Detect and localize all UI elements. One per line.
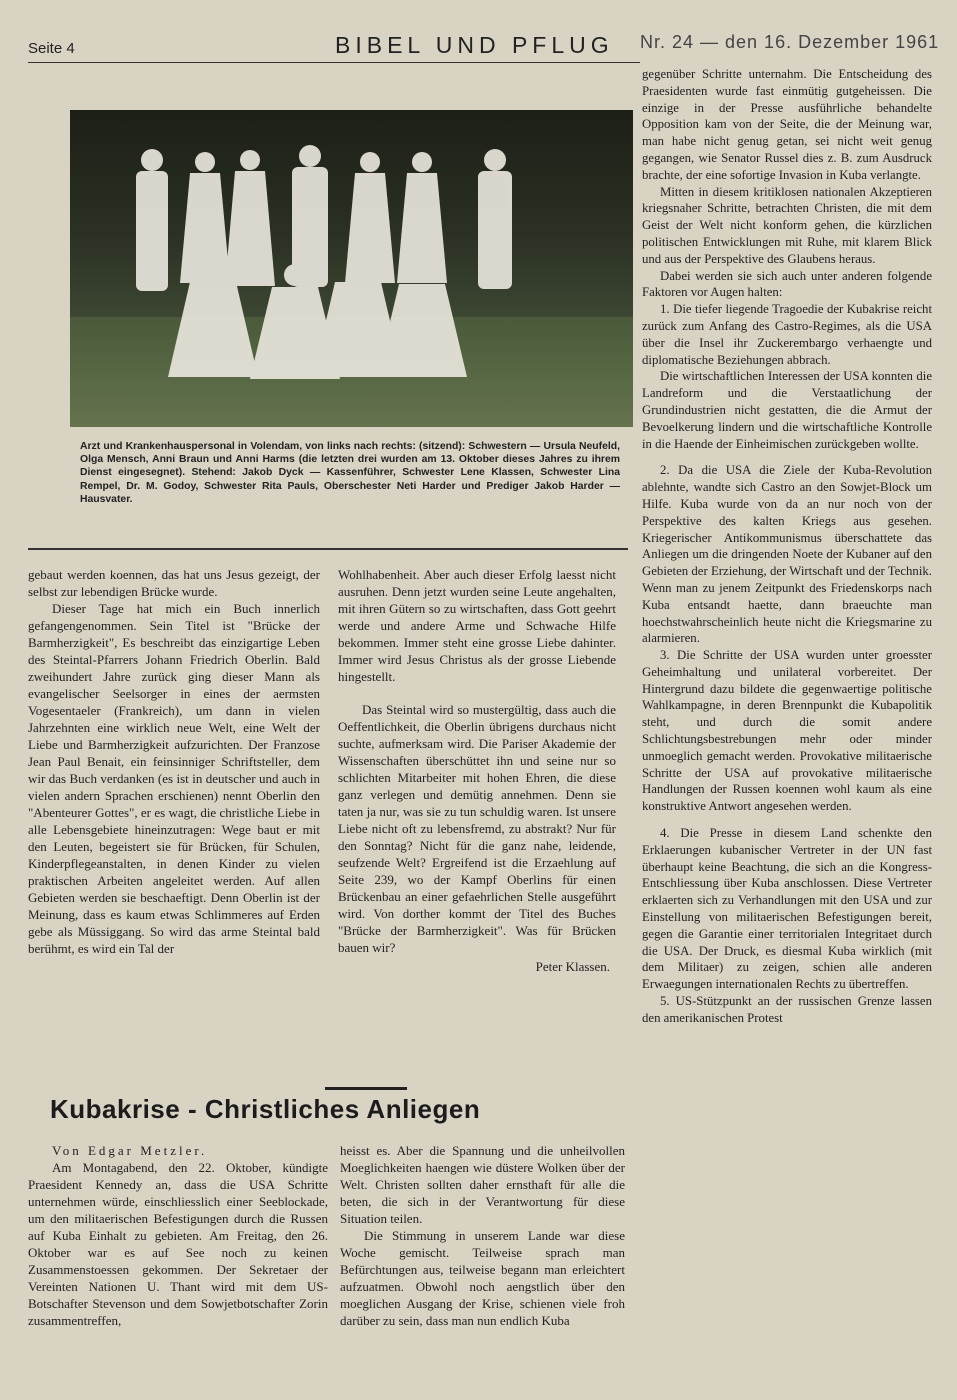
article2-column2 — [340, 1142, 625, 1329]
paragraph: Wohlhabenheit. Aber auch dieser Erfolg laesst nicht ausruhen. Denn jetzt wurden seine Leute angehalten, mit ihren Gütern so zu wirtschaften, dass Gott geehrt werde und andere Arme und Schwache Hilfe bekommen. Immer steht eine grosse Liebe dahinter. Immer wird Jesus Christus als der grosse Liebende hingestellt. — [338, 567, 616, 684]
article2-column3 — [642, 66, 932, 1027]
paragraph: Mitten in diesem kritiklosen nationalen Akzeptieren kriegsnaher Schritte, betrachten Christen, die mit dem Geist der Welt nicht konform gehen, die kürzlichen politischen Entwicklungen mit Ruhe, mit klarem Blick und aus der Perspektive des Glaubens heraus. — [642, 184, 932, 266]
article1-column2 — [338, 566, 616, 975]
author-signature: Peter Klassen. — [535, 959, 610, 974]
list-item: 2. Da die USA die Ziele der Kuba-Revolution ablehnte, wandte sich Castro an den Sowjet-Block um Hilfe. Kuba wurde von da an nur noch von der Perspektive des kalten Kriegs aus gesehen. Kriegerischer Antikommunismus überschattete das Anliegen um die dringenden Noete der Kubaner auf den Gebieten der Erziehung, der Wirtschaft und der Technik. Wenn man zu jenem Zeitpunkt des Friedenskorps nach Kuba entsandt haette, dann braeuchte man hoechstwahrscheinlich heute nicht die Kriegsmarine zu alarmieren. — [642, 463, 932, 646]
page-header — [0, 0, 957, 60]
article-headline: Kubakrise - Christliches Anliegen — [50, 1094, 481, 1124]
paragraph: Am Montagabend, den 22. Oktober, kündigte Praesident Kennedy an, dass die USA Schritte unternehmen würde, einschliesslich einer Seeblockade, um den militaerischen Befestigungen durch die Russen auf Kuba Einhalt zu gebieten. Am Freitag, den 26. Oktober war es auf See noch zu keinen Zusammenstoessen gekommen. Der Sekretaer der Vereinten Nationen U. Thant wird mit dem US-Botschafter Stevenson und dem Sowjetbotschafter Zorin zusammentreffen, — [28, 1160, 328, 1328]
issue-date: Nr. 24 — den 16. Dezember 1961 — [640, 32, 940, 52]
photo-caption: Arzt und Krankenhauspersonal in Volendam, von links nach rechts: (sitzend): Schwestern — Ursula Neufeld, Olga Mensch, Anni Braun und Anni Harms (die letzten drei wurden am 13. Oktober dieses Jahres zu ihrem Dienst eingesegnet). Stehend: Jakob Dyck — Kassenführer, Schwester Lene Klassen, Schwester Lina Rempel, Dr. M. Godoy, Schwester Rita Pauls, Oberschester Neti Harder und Prediger Jakob Harder — Hausvater. — [80, 441, 620, 505]
paper-title: BIBEL UND PFLUG — [335, 32, 614, 58]
paragraph: Dabei werden sie sich auch unter anderen folgende Faktoren vor Augen halten: — [642, 268, 932, 300]
paragraph: heisst es. Aber die Spannung und die unheilvollen Moeglichkeiten haengen wie düstere Wolken über der Welt. Christen sollten daher ernsthaft für alle die beten, die sich in der Verantwortung für diese Situation teilen. — [340, 1143, 625, 1226]
list-item: 5. US-Stützpunkt an der russischen Grenze lassen den amerikanischen Protest — [642, 994, 932, 1025]
header-divider — [28, 62, 640, 63]
people-silhouettes — [70, 110, 633, 427]
caption-divider — [28, 548, 628, 550]
paragraph: Das Steintal wird so mustergültig, dass auch die Oeffentlichkeit, die Oberlin übrigens durchaus nicht suchte, aufmerksam wird. Die Pariser Akademie der Wissenschaften überschüttet ihn und seine nur so schlichten Mitarbeiter mit hohen Ehren, die diese ganz verlegen und demütig annehmen. Denn sie taten ja nur, was sie zu tun schuldig waren. Ist unsere Liebe nicht oft zu lebensfremd, zu abstrakt? Nur für den Sonntag? Nicht für die ganz nahe, leidende, seufzende Welt? Ergreifend ist die Erzaehlung auf Seite 239, wo der Kampf Oberlins für einen Brückenbau an einer gefaehrlichen Stelle ausgeführt wird. Von dorther kommt der Titel des Buches "Brücke der Barmherzigkeit". Was für Brücken bauen wir? — [338, 702, 616, 955]
list-item: 4. Die Presse in diesem Land schenkte den Erklaerungen kubanischer Vertreter in der UN fast überhaupt keine Beachtung, die sich an die Kongress-Entschliessung über Kuba anschlossen. Diese Vertreter erklaerten sich zu Verhandlungen mit den USA und zur Einstellung von militaerischen Befestigungen bereit, gegen die Garantie einer territorialen Integritaet durch die USA. Der Druck, es diesmal Kuba wirklich (mit dem Militaer) zu zeigen, schien alle anderen Erwaegungen internationalen Rechts zu übertreffen. — [642, 826, 932, 992]
paragraph: gegenüber Schritte unternahm. Die Entscheidung des Praesidenten wurde fast einmütig gutgeheissen. Die einzige in der Presse ausführliche behandelte Opposition kam von der Seite, die der Meinung war, man habe nicht genug getan, sei nicht weit genug gegangen, wie Senator Russel dies z. B. zum Ausdruck brachte, der eine sofortige Invasion in Kuba verlangte. — [642, 67, 932, 182]
list-item: 1. Die tiefer liegende Tragoedie der Kubakrise reicht zurück zum Anfang des Castro-Regimes, als die USA über die Insel ihr Zuckerembargo verhaengte und diplomatische Beziehungen abbrach. — [642, 302, 932, 367]
article2-column1 — [28, 1142, 328, 1329]
list-item: 3. Die Schritte der USA wurden unter groesster Geheimhaltung und unilateral vorbereitet. Der Hintergrund dazu bildete die gegenwaertige politische Wahlkampagne, in deren Brennpunkt die Kubapolitik steht, und durch die somit andere Schlichtungsbestrebungen mehr oder minder unmoeglich gemacht werden. Provokative militaerische Schritte der USA auf provokative militaerische Handlungen der Russen koennen wohl kaum als eine konstruktive Antwort angesehen werden. — [642, 648, 932, 814]
group-photo — [70, 110, 633, 427]
section-divider — [325, 1087, 407, 1090]
paragraph: gebaut werden koennen, das hat uns Jesus gezeigt, der selbst zur lebendigen Brücke wurde. — [28, 567, 320, 599]
article1-column1 — [28, 566, 320, 957]
paragraph: Dieser Tage hat mich ein Buch innerlich gefangengenommen. Sein Titel ist "Brücke der Barmherzigkeit", Es beschreibt das einzigartige Leben des Steintal-Pfarrers Johann Friedrich Oberlin. Bald zweihundert Jahre zurück ging dieser Mann als evangelischer Seelsorger in eines der aermsten Vogesentaeler (Frankreich), um dann in vielen Jahrzehnten eine wirklich neue Welt, eine Welt der Liebe und Barmherzigkeit aufzurichten. Der Franzose Jean Paul Benait, ein feinsinniger Schriftsteller, dem wir das Buch verdanken (es ist in deutscher und auch in vielen andern Sprachen erschienen) nennt Oberlin den "Abenteurer Gottes", er es wagt, die christliche Liebe in alle Lebensgebiete hineinzutragen: Wege baut er mit den Leuten, begeistert sie für Brücken, für Schulen, Kinderpflegeanstalten, in denen Kinder zu vielen praktischen Arbeiten angeleitet werden. Auf allen Gebieten werden sie beschaeftigt. Denn Oberlin ist der Meinung, dass es kaum etwas Schlimmeres auf Erden gebe als Müssiggang. So wird das arme Steintal bald berühmt, es wird ein Tal der — [28, 601, 320, 956]
byline: Von Edgar Metzler. — [52, 1143, 208, 1158]
page-number: Seite 4 — [28, 40, 75, 57]
paragraph: Die Stimmung in unserem Lande war diese Woche gemischt. Teilweise sprach man Befürchtungen aus, teilweise begann man erleichtert aufzuatmen. Obwohl noch aengstlich über den moeglichen Ausgang der Krise, schienen viele froh darüber zu sein, dass man nun endlich Kuba — [340, 1228, 625, 1328]
paragraph: Die wirtschaftlichen Interessen der USA konnten die Landreform und die Verstaatlichung der Grundindustrien nicht gestatten, die die Armut der Bevoelkerung lindern und die wirtschaftliche Kontrolle in die Haende der Einheimischen zurückgeben wollte. — [642, 369, 932, 451]
